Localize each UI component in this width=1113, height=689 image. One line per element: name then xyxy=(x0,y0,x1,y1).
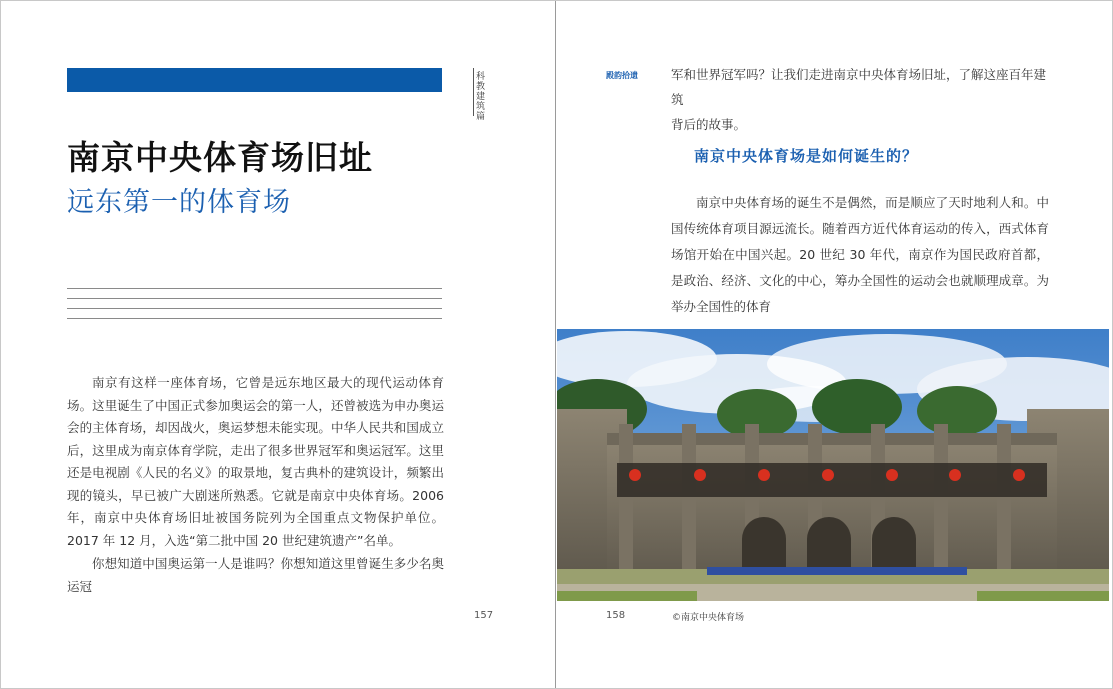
continuation-line: 背后的故事。 xyxy=(671,117,747,132)
continuation-line: 军和世界冠军吗？让我们走进南京中央体育场旧址，了解这座百年建筑 xyxy=(671,67,1047,107)
running-header-tag: 殿韵拾遗 xyxy=(606,71,638,80)
question-paragraph: 你想知道中国奥运第一人是谁吗？你想知道这里曾诞生多少名奥运冠 xyxy=(67,556,444,594)
header-color-bar xyxy=(67,68,442,92)
page-subtitle: 远东第一的体育场 xyxy=(67,187,291,218)
section-paragraph: 南京中央体育场的诞生不是偶然，而是顺应了天时地利人和。中国传统体育项目源远流长。随着西方近代体育运动的传入，西式体育场馆开始在中国兴起。20 世纪 30 年代，南京作为国民政府首都，是政治、经济、文化的中心，筹办全国性的运动会也就顺理成章。为举办全国性的体育 xyxy=(671,195,1049,314)
intro-text xyxy=(67,372,444,598)
intro-paragraph: 南京有这样一座体育场，它曾是远东地区最大的现代运动体育场。这里诞生了中国正式参加奥运会的第一人，还曾被选为申办奥运会的主体育场，却因战火，奥运梦想未能实现。中华人民共和国成立后，这里成为南京体育学院，走出了很多世界冠军和奥运冠军。这里还是电视剧《人民的名义》的取景地，复古典朴的建筑设计，频繁出现的镜头，早已被广大剧迷所熟悉。它就是南京中央体育场。2006 年，南京中央体育场旧址被国务院列为全国重点文物保护单位。2017 年 12 月，入选“第二批中国 20 世纪建筑遗产”名单。 xyxy=(67,375,444,548)
left-page xyxy=(0,0,556,689)
page-number-right: 158 xyxy=(606,610,626,621)
decorative-rules xyxy=(67,288,442,328)
continuation-text xyxy=(671,62,1051,137)
side-tab-label: 科教建筑篇 xyxy=(476,72,486,122)
section-heading: 南京中央体育场是如何诞生的？ xyxy=(694,147,919,165)
section-text xyxy=(671,190,1049,320)
page-number-left: 157 xyxy=(474,610,494,621)
stadium-photo xyxy=(557,329,1109,601)
photo-caption: ©南京中央体育场 xyxy=(672,613,745,623)
page-title: 南京中央体育场旧址 xyxy=(67,138,373,177)
